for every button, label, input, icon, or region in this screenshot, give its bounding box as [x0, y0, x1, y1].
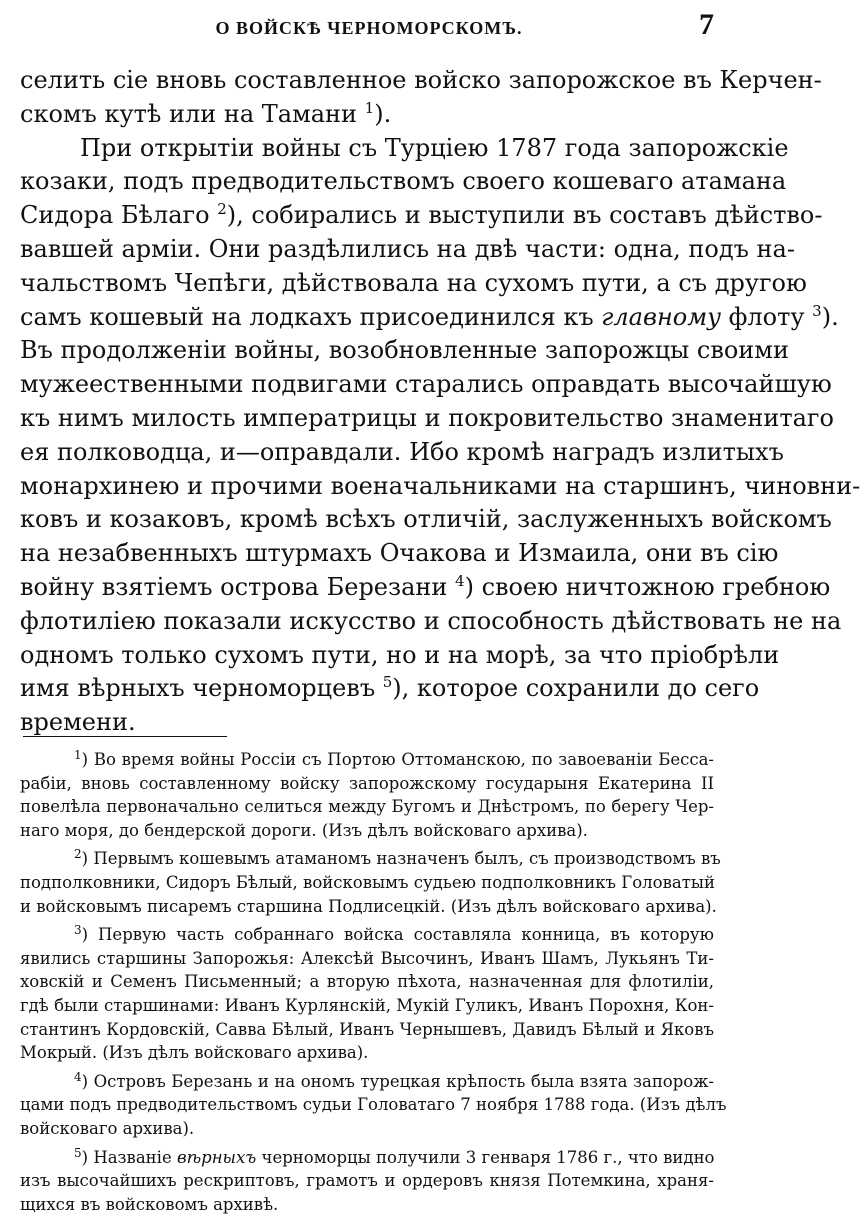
text-run: монархинею и прочими военачальниками на старшинъ, чиновни-	[20, 471, 860, 500]
text-run: При открытіи войны съ Турціею 1787 года запорожскіе	[80, 133, 789, 162]
text-line	[20, 436, 784, 470]
footnote-marker: 5	[74, 1145, 82, 1160]
footnotes	[20, 748, 727, 1221]
footnote-line	[20, 795, 714, 819]
footnote-line	[20, 1041, 714, 1065]
text-run: стантинъ Кордовскій, Савва Бѣлый, Иванъ Чернышевъ, Давидъ Бѣлый и Яковъ	[20, 1019, 714, 1039]
text-run: козаки, подъ предводительствомъ своего кошеваго атамана	[20, 167, 787, 196]
text-run: ховскій и Семенъ Письменный; а вторую пѣхота, назначенная для флотиліи,	[20, 972, 714, 992]
text-run: и войсковымъ писаремъ старшина Подлисецкій. (Изъ дѣлъ войсковаго архива).	[20, 896, 717, 916]
page-number: 7	[699, 8, 714, 41]
footnote-line	[20, 1169, 714, 1193]
footnote-separator	[23, 736, 227, 737]
text-run: на незабвенныхъ штурмахъ Очакова и Измаила, они въ сію	[20, 539, 779, 568]
text-line	[20, 132, 789, 166]
text-run: селить сіе вновь составленное войско запорожское въ Керчен-	[20, 66, 822, 94]
text-run: самъ кошевый на лодкахъ присоединился къ	[20, 302, 602, 331]
text-line	[20, 165, 787, 199]
footnote-line	[20, 772, 714, 796]
text-line	[20, 605, 842, 639]
text-run: ).	[374, 99, 392, 128]
text-line	[20, 639, 780, 673]
text-line	[20, 470, 860, 504]
text-run: ) Первымъ кошевымъ атаманомъ назначенъ былъ, съ производствомъ въ	[81, 849, 721, 869]
text-run: къ нимъ милость императрицы и покровительство знаменитаго	[20, 403, 834, 432]
footnote-marker: 3	[74, 923, 82, 938]
text-run: явились старшины Запорожья: Алексѣй Высочинъ, Иванъ Шамъ, Лукьянъ Ти-	[20, 948, 714, 968]
text-run: ) Во время войны Россіи съ Портою Оттоманскою, по завоеваніи Бесса-	[81, 750, 714, 769]
footnote-line	[20, 947, 714, 971]
text-run: гдѣ были старшинами: Иванъ Курлянскій, Мукій Гуликъ, Иванъ Порохня, Кон-	[20, 995, 714, 1015]
text-line	[20, 706, 714, 740]
text-line	[20, 503, 832, 537]
text-run: флоту	[721, 302, 813, 331]
footnote	[20, 748, 714, 842]
footnote-line	[20, 1146, 714, 1170]
footnote	[20, 1069, 727, 1141]
footnote-marker: 2	[74, 847, 82, 862]
footnote	[20, 1146, 714, 1217]
footnote-line	[20, 1193, 714, 1217]
footnote-line	[20, 895, 717, 919]
text-run: вавшей арміи. Они раздѣлились на двѣ части: одна, подъ на-	[20, 234, 795, 263]
page-header	[24, 8, 714, 48]
footnote-line	[20, 1070, 714, 1094]
running-title: О ВОЙСКѢ ЧЕРНОМОРСКОМЪ.	[215, 18, 523, 38]
text-run: Мокрый. (Изъ дѣлъ войсковаго архива).	[20, 1043, 369, 1063]
footnote-line	[20, 970, 714, 994]
text-run: ) Островъ Березань и на ономъ турецкая крѣпость была взята запорож-	[81, 1071, 714, 1091]
footnote-marker: 1	[74, 748, 82, 762]
text-run: скомъ кутѣ или на Тамани	[20, 99, 365, 128]
text-run: ея полководца, и—оправдали. Ибо кромѣ наградъ излитыхъ	[20, 437, 784, 466]
text-line	[20, 199, 823, 233]
text-run: Въ продолженіи войны, возобновленные запорожцы своими	[20, 336, 789, 365]
footnote-line	[20, 1117, 714, 1141]
text-run: Сидора Бѣлаго	[20, 201, 218, 230]
text-run: черноморцы получили 3 генваря 1786 г., что видно	[256, 1147, 715, 1167]
text-run: повелѣла первоначально селиться между Бугомъ и Днѣстромъ, по берегу Чер-	[20, 797, 714, 817]
footnote-marker: 1	[364, 98, 375, 117]
text-line	[20, 64, 822, 98]
text-run: войсковаго архива).	[20, 1118, 195, 1138]
footnote-marker: 4	[455, 571, 465, 590]
footnote-line	[20, 1093, 727, 1117]
text-line	[20, 672, 760, 706]
text-run: ) своею ничтожною гребною	[464, 572, 831, 601]
text-run: ).	[821, 302, 839, 331]
text-run: одномъ только сухомъ пути, но и на морѣ, за что пріобрѣли	[20, 640, 780, 669]
footnote-marker: 4	[74, 1069, 82, 1084]
footnote-line	[20, 994, 714, 1018]
text-run: чальствомъ Чепѣги, дѣйствовала на сухомъ пути, а съ другою	[20, 268, 807, 297]
footnote-marker: 5	[382, 673, 393, 692]
footnote-marker: 2	[217, 200, 227, 219]
emphasized-text: главному	[601, 302, 722, 331]
footnote-line	[20, 1018, 714, 1042]
main-text	[20, 64, 860, 740]
text-run: ) Названіе	[81, 1147, 177, 1167]
text-line	[20, 233, 795, 267]
text-run: наго моря, до бендерской дороги. (Изъ дѣлъ войсковаго архива).	[20, 820, 588, 840]
footnote-line	[20, 748, 714, 772]
footnote-line	[20, 923, 714, 947]
footnote	[20, 923, 714, 1065]
text-line	[20, 334, 789, 368]
text-line	[20, 402, 834, 436]
text-line	[20, 98, 714, 132]
text-run: мужеественными подвигами старались оправдать высочайшую	[20, 370, 832, 399]
text-run: ), собирались и выступили въ составъ дѣйство-	[226, 201, 823, 230]
text-run: ), которое сохранили до сего	[392, 674, 760, 703]
emphasized-text: вѣрныхъ	[176, 1147, 257, 1167]
footnote-marker: 3	[812, 301, 822, 320]
footnote	[20, 847, 721, 918]
text-line	[20, 368, 832, 402]
text-run: времени.	[20, 708, 136, 737]
text-line	[20, 301, 839, 335]
text-run: имя вѣрныхъ черноморцевъ	[20, 674, 383, 703]
text-run: ковъ и козаковъ, кромѣ всѣхъ отличій, заслуженныхъ войскомъ	[20, 505, 832, 534]
text-line	[20, 571, 831, 605]
text-run: рабіи, вновь составленному войску запорожскому государыня Екатерина II	[20, 773, 714, 793]
text-line	[20, 267, 807, 301]
text-run: войну взятіемъ острова Березани	[20, 572, 456, 601]
text-run: цами подъ предводительствомъ судьи Головатаго 7 ноября 1788 года. (Изъ дѣлъ	[20, 1095, 727, 1115]
text-line	[20, 537, 779, 571]
footnote-line	[20, 871, 714, 895]
footnote-line	[20, 819, 714, 843]
text-run: изъ высочайшихъ рескриптовъ, грамотъ и ордеровъ князя Потемкина, храня-	[20, 1171, 714, 1191]
text-run: ) Первую часть собраннаго войска составляла конница, въ которую	[81, 925, 714, 945]
text-run: щихся въ войсковомъ архивѣ.	[20, 1194, 279, 1214]
text-run: флотиліею показали искусство и способность дѣйствовать не на	[20, 606, 842, 635]
footnote-line	[20, 847, 721, 871]
text-run: подполковники, Сидоръ Бѣлый, войсковымъ судьею подполковникъ Головатый	[20, 872, 715, 892]
